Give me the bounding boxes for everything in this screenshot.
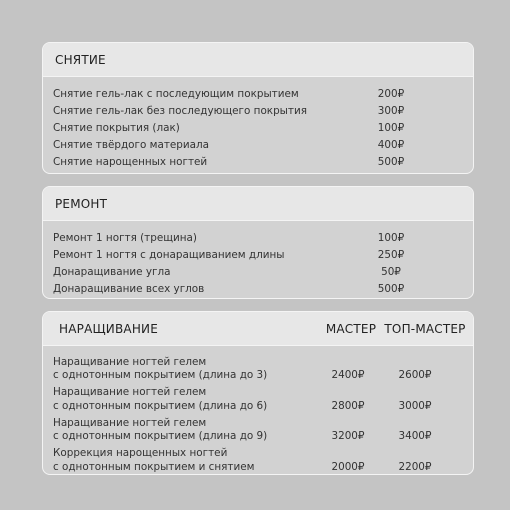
service-name-line2: с однотонным покрытием (длина до 6) [53, 399, 268, 412]
service-name-line2: с однотонным покрытием и снятием [53, 460, 255, 473]
master-price: 3200₽ [331, 430, 365, 443]
removal-section [42, 42, 474, 174]
service-name: Снятие нарощенных ногтей [53, 156, 208, 169]
service-name-line1: Наращивание ногтей гелем [53, 386, 207, 399]
column-header-master: МАСТЕР [325, 321, 377, 336]
service-name [53, 356, 323, 383]
price-row [53, 154, 463, 171]
price-row [53, 137, 463, 154]
price-row [53, 385, 463, 416]
master-price: 2800₽ [331, 399, 365, 412]
master-price: 2400₽ [331, 369, 365, 382]
price-row [53, 263, 463, 280]
service-name-line1: Наращивание ногтей гелем [53, 416, 207, 429]
service-price: 500₽ [377, 156, 405, 169]
price-row [53, 102, 463, 119]
service-name: Снятие твёрдого материала [53, 139, 210, 152]
price-row [53, 119, 463, 136]
top-master-price: 2200₽ [398, 460, 432, 473]
top-master-price: 3400₽ [398, 430, 432, 443]
column-header-top-master: ТОП-МАСТЕР [384, 321, 466, 336]
section-title-extension: НАРАЩИВАНИЕ [59, 321, 159, 336]
repair-price-list [43, 221, 473, 298]
price-row [53, 85, 463, 102]
service-name: Снятие покрытия (лак) [53, 121, 180, 134]
service-name: Донаращивание всех углов [53, 283, 205, 296]
service-price: 250₽ [377, 248, 405, 261]
service-name-line2: с однотонным покрытием (длина до 3) [53, 369, 268, 382]
price-row [53, 446, 463, 476]
section-title-removal: СНЯТИЕ [43, 43, 473, 77]
price-row [53, 281, 463, 298]
section-title-repair: РЕМОНТ [43, 187, 473, 221]
repair-section [42, 186, 474, 299]
extension-header [43, 312, 473, 346]
extension-price-list [43, 346, 473, 475]
service-name [53, 386, 323, 413]
service-price: 100₽ [377, 231, 405, 244]
price-row [53, 229, 463, 246]
service-price: 200₽ [377, 87, 405, 100]
price-row [53, 246, 463, 263]
service-name: Снятие гель-лак без последующего покрытия [53, 104, 307, 117]
service-name: Донаращивание угла [53, 265, 171, 278]
master-price: 2000₽ [331, 460, 365, 473]
service-name-line1: Наращивание ногтей гелем [53, 355, 207, 368]
service-price: 100₽ [377, 121, 405, 134]
service-price: 300₽ [377, 104, 405, 117]
service-price: 500₽ [377, 283, 405, 296]
service-name [53, 447, 323, 474]
price-row [53, 354, 463, 385]
service-name-line2: с однотонным покрытием (длина до 9) [53, 430, 268, 443]
service-name [53, 417, 323, 444]
service-price: 400₽ [377, 139, 405, 152]
removal-price-list [43, 77, 473, 171]
service-price: 50₽ [381, 265, 401, 278]
top-master-price: 3000₽ [398, 399, 432, 412]
extension-section [42, 311, 474, 475]
price-row [53, 415, 463, 446]
service-name: Ремонт 1 ногтя с донаращиванием длины [53, 248, 285, 261]
service-name-line1: Коррекция нарощенных ногтей [53, 447, 228, 460]
service-name: Снятие гель-лак с последующим покрытием [53, 87, 299, 100]
service-name: Ремонт 1 ногтя (трещина) [53, 231, 197, 244]
top-master-price: 2600₽ [398, 369, 432, 382]
